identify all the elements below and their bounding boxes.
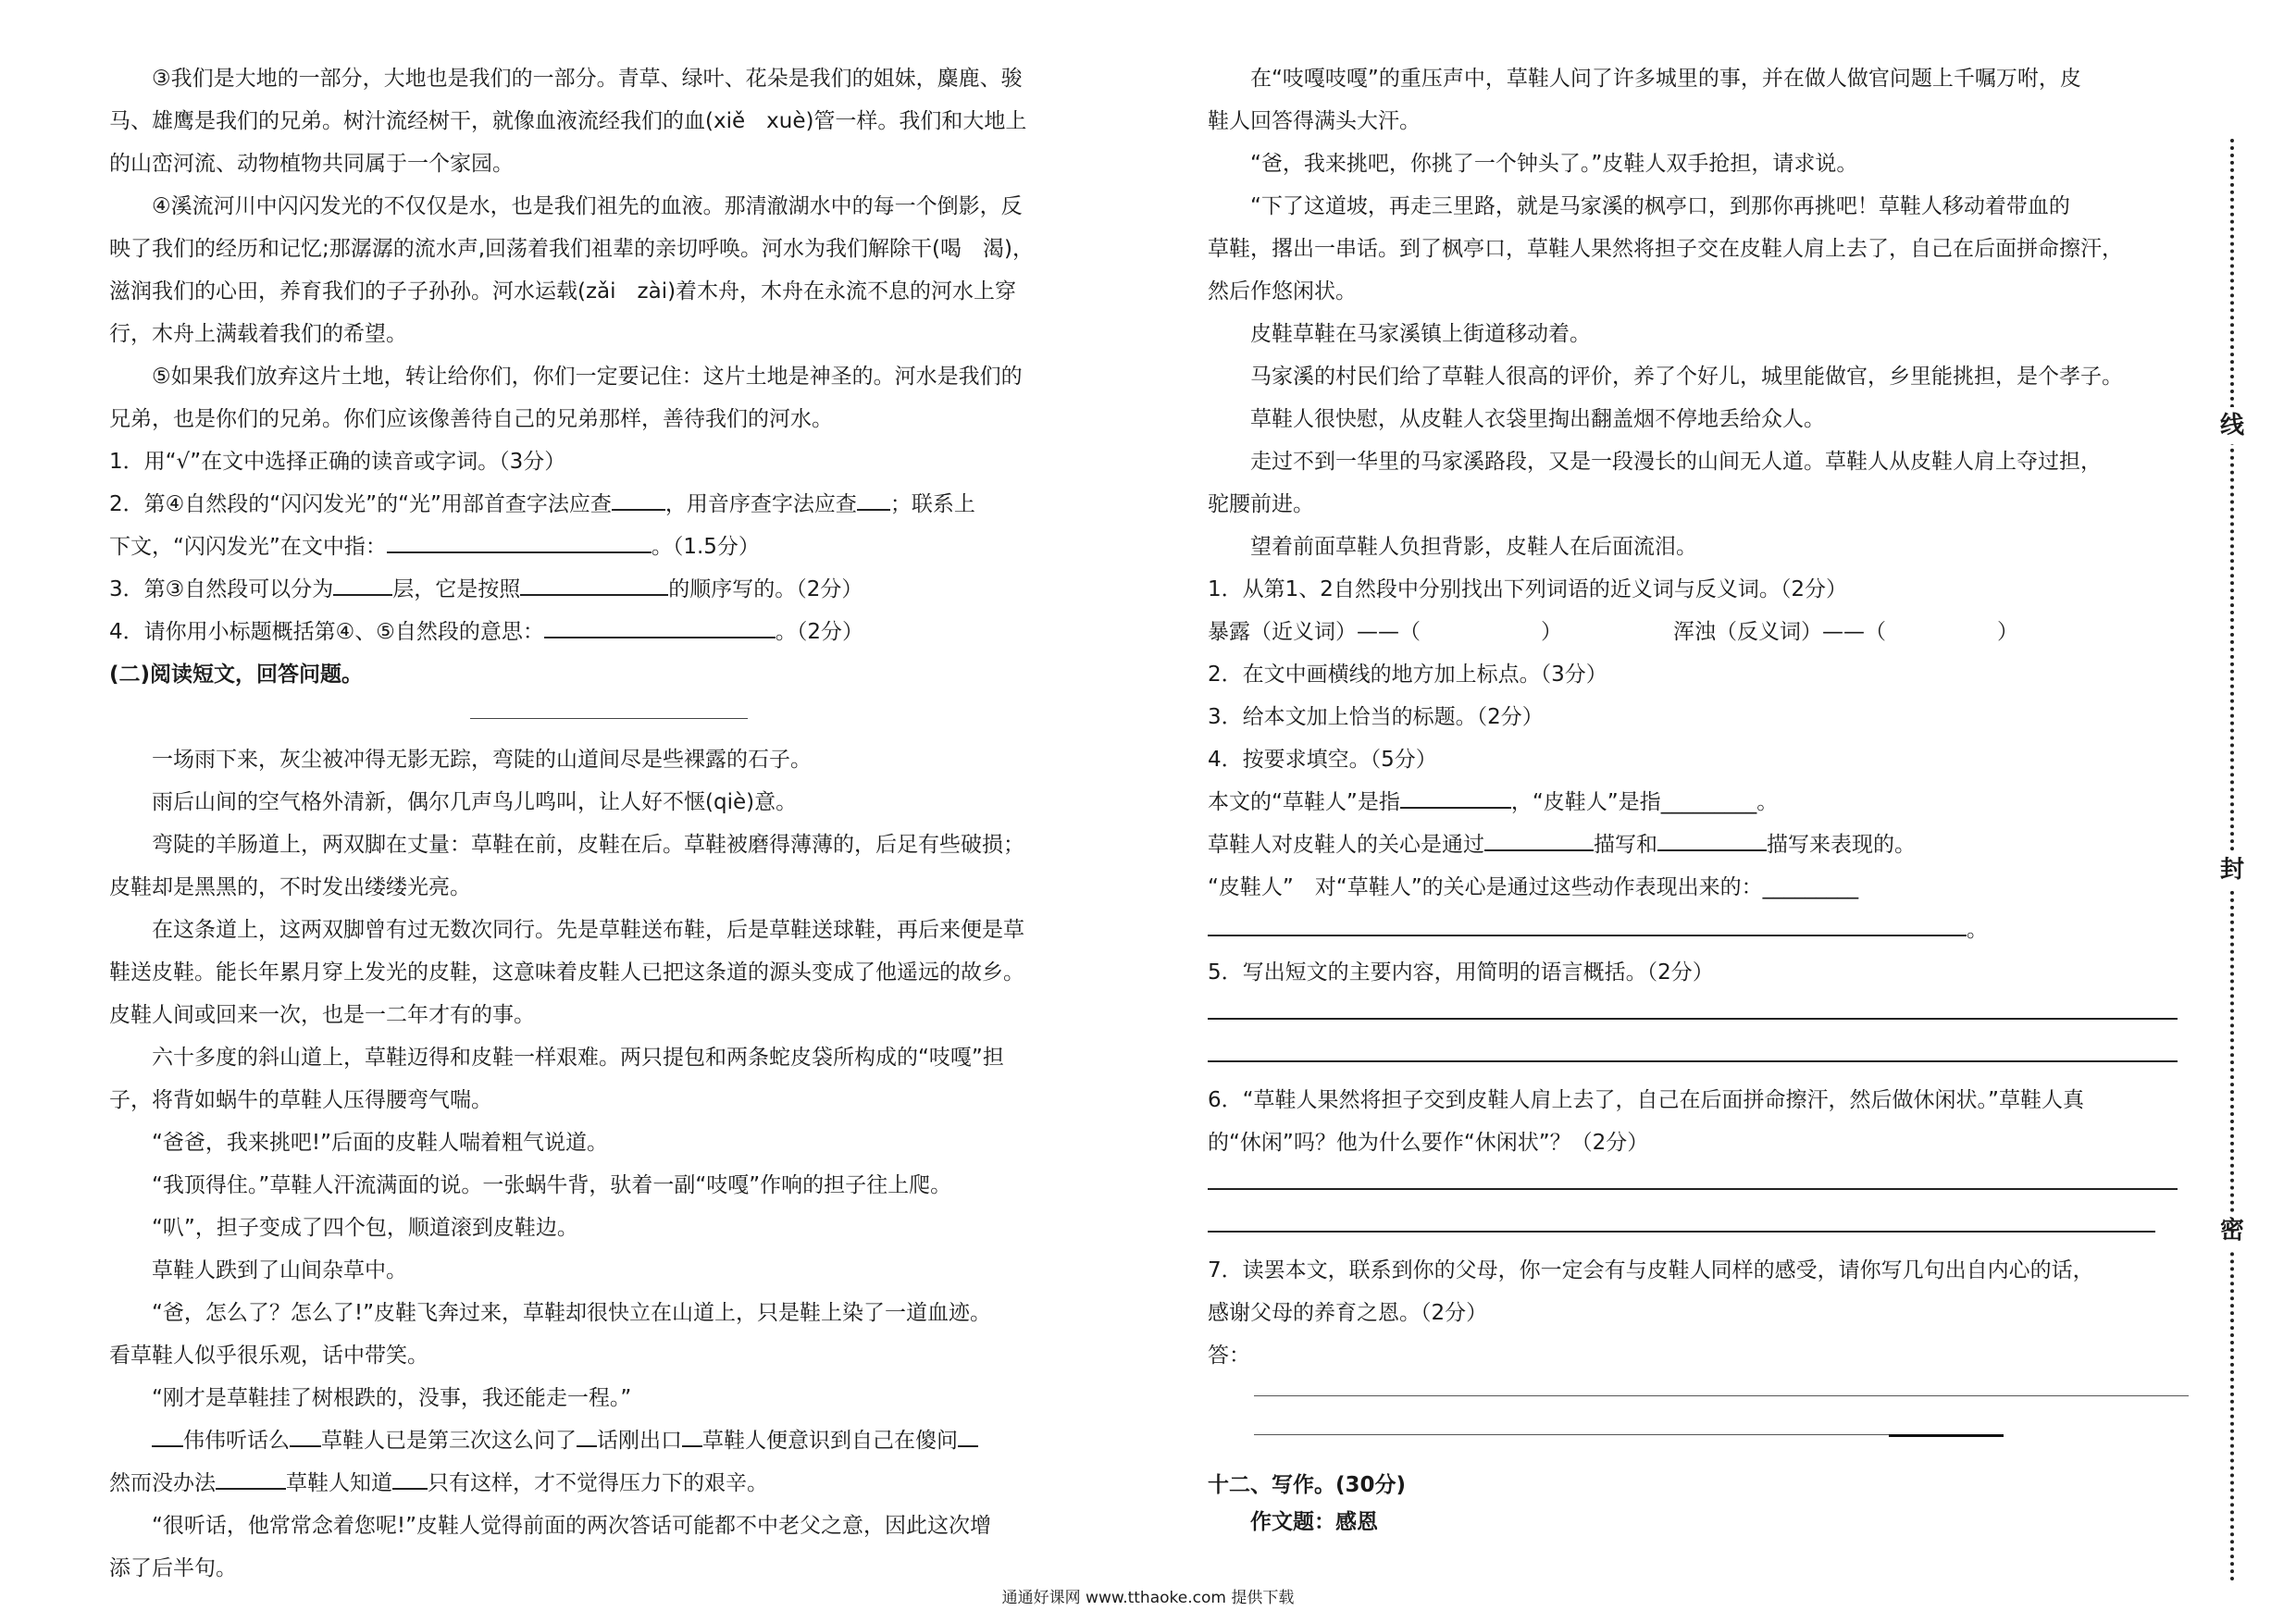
punct-blank[interactable] bbox=[958, 1419, 978, 1447]
answer-line[interactable] bbox=[1208, 1207, 2207, 1249]
r-question-4b: 草鞋人对皮鞋人的关心是通过 描写和 描写来表现的。 bbox=[1208, 824, 2207, 866]
text-line: 皮鞋人间或回来一次，也是一二年才有的事。 bbox=[109, 1003, 535, 1027]
text-line: 一场雨下来，灰尘被冲得无影无踪，弯陡的山道间尽是些裸露的石子。 bbox=[152, 748, 812, 772]
text-line: 鞋人回答得满头大汗。 bbox=[1208, 109, 1421, 133]
r-question-1-items: 暴露（近义词）——（ ） 浑浊（反义词）——（ ） bbox=[1208, 620, 2018, 644]
punct-blank[interactable] bbox=[392, 1462, 428, 1490]
section-heading: 十二、写作。(30分) bbox=[1208, 1473, 1407, 1497]
answer-line[interactable] bbox=[1208, 1036, 2207, 1079]
binding-mark: 封 bbox=[2214, 851, 2251, 888]
left-column bbox=[109, 57, 1109, 1590]
story-line: “很听话，他常常念着您呢!”皮鞋人觉得前面的两次答话可能都不中老父之意，因此这次增 bbox=[152, 1514, 992, 1538]
text-line: 马家溪的村民们给了草鞋人很高的评价，养了个好儿，城里能做官，乡里能挑担，是个孝子。 bbox=[1250, 365, 2123, 389]
text-line: “爸，我来挑吧，你挑了一个钟头了。”皮鞋人双手抢担，请求说。 bbox=[1250, 152, 1858, 176]
text-line: 皮鞋却是黑黑的，不时发出缕缕光亮。 bbox=[109, 875, 471, 899]
r-question-4a: 本文的“草鞋人”是指 ，“皮鞋人”是指_________。 bbox=[1208, 781, 2207, 824]
answer-blank[interactable] bbox=[520, 568, 668, 596]
text-line: “爸，怎么了？怎么了!”皮鞋飞奔过来，草鞋却很快立在山道上，只是鞋上染了一道血迹。 bbox=[152, 1301, 992, 1325]
text-line: 雨后山间的空气格外清新，偶尔几声鸟儿鸣叫，让人好不惬(qiè)意。 bbox=[152, 790, 798, 814]
question-2-cont: 下文，“闪闪发光”在文中指： 。（1.5分） bbox=[109, 526, 1109, 568]
passage-two-cont bbox=[1208, 57, 2207, 568]
text-line: 兄弟，也是你们的兄弟。你们应该像善待自己的兄弟那样，善待我们的河水。 bbox=[109, 407, 833, 431]
answer-line[interactable] bbox=[1208, 1416, 2207, 1455]
text-line: 弯陡的羊肠道上，两双脚在丈量：草鞋在前，皮鞋在后。草鞋被磨得薄薄的，后足有些破损； bbox=[152, 833, 1024, 857]
text-line: “爸爸，我来挑吧!”后面的皮鞋人喘着粗气说道。 bbox=[152, 1131, 609, 1155]
text-line: 望着前面草鞋人负担背影，皮鞋人在后面流泪。 bbox=[1250, 535, 1697, 559]
answer-blank[interactable] bbox=[333, 568, 392, 596]
text-line: “叭”，担子变成了四个包，顺道滚到皮鞋边。 bbox=[152, 1216, 578, 1240]
answer-blank[interactable] bbox=[544, 611, 776, 638]
text-line: 的山峦河流、动物植物共同属于一个家园。 bbox=[109, 152, 514, 176]
answer-blank[interactable] bbox=[857, 483, 890, 511]
question-2: 2．第④自然段的“闪闪发光”的“光”用部首查字法应查 ，用音序查字法应查 ；联系上 bbox=[109, 483, 1109, 526]
answer-line[interactable] bbox=[1208, 1164, 2207, 1207]
text-line: 马、雄鹰是我们的兄弟。树汁流经树干，就像血液流经我们的血(xiě xuè)管一样。我们和大地上 bbox=[109, 109, 1027, 133]
r-question-4c: “皮鞋人” 对“草鞋人”的关心是通过这些动作表现出来的：_________ bbox=[1208, 875, 1859, 899]
answer-line[interactable] bbox=[1208, 994, 2207, 1036]
text-line: “我顶得住。”草鞋人汗流满面的说。一张蜗牛背，驮着一副“吱嘎”作响的担子往上爬。 bbox=[152, 1173, 952, 1197]
punct-blank[interactable] bbox=[216, 1462, 286, 1490]
answer-blank[interactable]: _________ bbox=[1762, 875, 1859, 899]
r-question-3: 3．给本文加上恰当的标题。（2分） bbox=[1208, 705, 1544, 729]
text-line: 映了我们的经历和记忆;那潺潺的流水声,回荡着我们祖辈的亲切呼唤。河水为我们解除干(喝 渴)， bbox=[109, 237, 1035, 261]
text-line: 走过不到一华里的马家溪路段，又是一段漫长的山间无人道。草鞋人从皮鞋人肩上夺过担， bbox=[1250, 450, 2102, 474]
r-question-5: 5．写出短文的主要内容，用简明的语言概括。（2分） bbox=[1208, 960, 1714, 985]
r-question-7-cont: 感谢父母的养育之恩。（2分） bbox=[1208, 1301, 1488, 1325]
question-3: 3．第③自然段可以分为 层，它是按照 的顺序写的。（2分） bbox=[109, 568, 1109, 611]
question-4: 4．请你用小标题概括第④、⑤自然段的意思： 。（2分） bbox=[109, 611, 1109, 653]
punct-blank[interactable] bbox=[152, 1419, 183, 1447]
answer-label: 答： bbox=[1208, 1344, 1250, 1368]
text-line: 皮鞋草鞋在马家溪镇上街道移动着。 bbox=[1250, 322, 1591, 346]
answer-blank[interactable] bbox=[1400, 781, 1511, 809]
text-line: 草鞋，撂出一串话。到了枫亭口，草鞋人果然将担子交在皮鞋人肩上去了，自己在后面拼命擦汗， bbox=[1208, 237, 2123, 261]
punctuation-exercise: 伟伟听话么 草鞋人已是第三次这么问了 话刚出口 草鞋人便意识到自己在傻问 bbox=[109, 1419, 1109, 1462]
passage-one bbox=[109, 57, 1109, 440]
story-line: “刚才是草鞋挂了树根跌的，没事，我还能走一程。” bbox=[152, 1386, 632, 1410]
text-line: ⑤如果我们放弃这片土地，转让给你们，你们一定要记住：这片土地是神圣的。河水是我们的 bbox=[152, 365, 1023, 389]
r-question-4: 4．按要求填空。（5分） bbox=[1208, 748, 1437, 772]
punct-blank[interactable] bbox=[577, 1419, 597, 1447]
text-line: 在这条道上，这两双脚曾有过无数次同行。先是草鞋送布鞋，后是草鞋送球鞋，再后来便是草 bbox=[152, 918, 1024, 942]
right-column bbox=[1208, 57, 2207, 1538]
text-line: 看草鞋人似乎很乐观，话中带笑。 bbox=[109, 1344, 428, 1368]
text-line: 子，将背如蜗牛的草鞋人压得腰弯气喘。 bbox=[109, 1088, 492, 1112]
section-heading: (二)阅读短文，回答问题。 bbox=[109, 663, 364, 687]
text-line: 在“吱嘎吱嘎”的重压声中，草鞋人问了许多城里的事，并在做人做官问题上千嘱万咐，皮 bbox=[1250, 67, 2081, 91]
text-line: 滋润我们的心田，养育我们的子子孙孙。河水运载(zǎi zài)着木舟，木舟在永流不息的河水上穿 bbox=[109, 279, 1017, 304]
answer-blank[interactable] bbox=[612, 483, 665, 511]
answer-blank[interactable] bbox=[387, 526, 652, 553]
text-line: ③我们是大地的一部分，大地也是我们的一部分。青草、绿叶、花朵是我们的姐妹，麋鹿、骏 bbox=[152, 67, 1023, 91]
text-line: 草鞋人很快慰，从皮鞋人衣袋里掏出翻盖烟不停地丢给众人。 bbox=[1250, 407, 1825, 431]
text-line: 驼腰前进。 bbox=[1208, 492, 1314, 516]
binding-mark: 密 bbox=[2214, 1212, 2251, 1249]
punct-blank[interactable] bbox=[682, 1419, 702, 1447]
text-line: 草鞋人跌到了山间杂草中。 bbox=[152, 1258, 407, 1282]
footer-text: 通通好课网 www.tthaoke.com 提供下载 bbox=[1001, 1589, 1295, 1607]
r-question-6-cont: 的“休闲”吗？他为什么要作“休闲状”？（2分） bbox=[1208, 1131, 1649, 1155]
r-question-7: 7．读罢本文，联系到你的父母，你一定会有与皮鞋人同样的感受，请你写几句出自内心的话， bbox=[1208, 1258, 2094, 1282]
punct-blank[interactable] bbox=[290, 1419, 321, 1447]
r-question-2: 2．在文中画横线的地方加上标点。（3分） bbox=[1208, 663, 1607, 687]
text-line: 六十多度的斜山道上，草鞋迈得和皮鞋一样艰难。两只提包和两条蛇皮袋所构成的“吱嘎”担 bbox=[152, 1046, 1004, 1070]
title-blank[interactable] bbox=[109, 696, 1109, 738]
answer-blank[interactable]: _________ bbox=[1660, 790, 1757, 814]
answer-blank[interactable] bbox=[1484, 824, 1594, 851]
text-line: ④溪流河川中闪闪发光的不仅仅是水，也是我们祖先的血液。那清澈湖水中的每一个倒影，反 bbox=[152, 194, 1023, 218]
punctuation-exercise-cont: 然而没办法 草鞋人知道 只有这样，才不觉得压力下的艰辛。 bbox=[109, 1462, 1109, 1505]
text-line: 然后作悠闲状。 bbox=[1208, 279, 1357, 304]
text-line: 鞋送皮鞋。能长年累月穿上发光的皮鞋，这意味着皮鞋人已把这条道的源头变成了他遥远的故乡。 bbox=[109, 960, 1024, 985]
answer-blank[interactable] bbox=[1657, 824, 1767, 851]
r-question-1: 1．从第1、2自然段中分别找出下列词语的近义词与反义词。（2分） bbox=[1208, 577, 1848, 601]
essay-title: 作文题：感恩 bbox=[1250, 1510, 1378, 1534]
r-question-6: 6．“草鞋人果然将担子交到皮鞋人肩上去了，自己在后面拼命擦汗，然后做休闲状。”草鞋人真 bbox=[1208, 1088, 2084, 1112]
answer-line[interactable] bbox=[1208, 1377, 2207, 1416]
answer-blank[interactable] bbox=[1208, 914, 1967, 936]
binding-mark: 线 bbox=[2214, 407, 2251, 444]
story-line: 添了后半句。 bbox=[109, 1556, 237, 1580]
question-1: 1．用“√”在文中选择正确的读音或字词。（3分） bbox=[109, 450, 566, 474]
text-line: 行，木舟上满载着我们的希望。 bbox=[109, 322, 407, 346]
r-question-4c-cont: 。 bbox=[1208, 909, 2207, 951]
passage-two bbox=[109, 738, 1109, 1377]
text-line: “下了这道坡，再走三里路，就是马家溪的枫亭口，到那你再挑吧！草鞋人移动着带血的 bbox=[1250, 194, 2070, 218]
